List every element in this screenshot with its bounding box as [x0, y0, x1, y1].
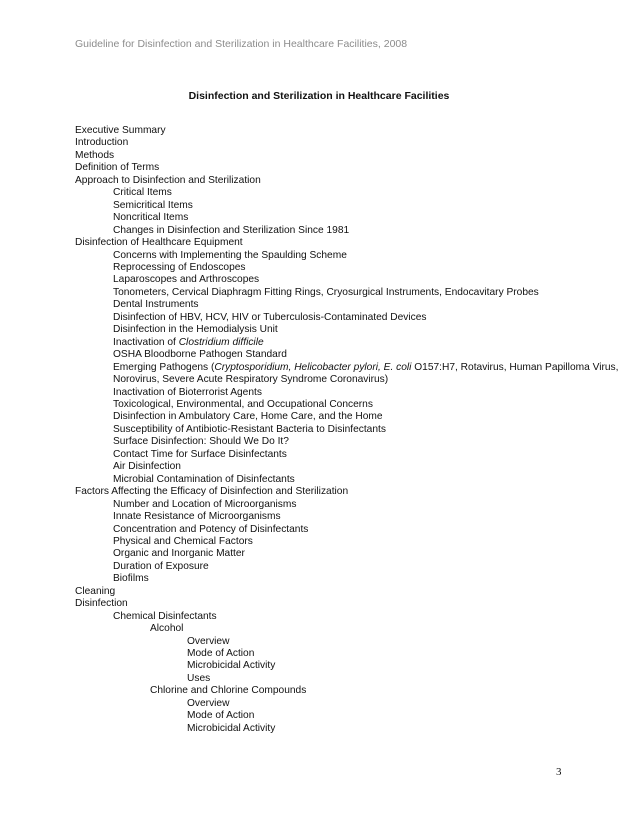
- toc-entry: [75, 474, 620, 486]
- toc-entry: [75, 536, 620, 548]
- toc-entry-text: Emerging Pathogens (: [113, 361, 215, 373]
- toc-entry: [75, 411, 620, 423]
- toc-entry: [75, 212, 620, 224]
- toc-entry-text: Concerns with Implementing the Spaulding Scheme: [113, 249, 347, 261]
- toc-entry-text: Noncritical Items: [113, 212, 189, 224]
- toc-entry-text: Inactivation of Bioterrorist Agents: [113, 386, 262, 398]
- toc-entry-text: Disinfection of HBV, HCV, HIV or Tuberculosis-Contaminated Devices: [113, 311, 427, 323]
- toc-entry: [75, 449, 620, 461]
- toc-entry: [75, 362, 620, 387]
- toc-entry-text: Innate Resistance of Microorganisms: [113, 511, 281, 523]
- toc-entry-text: Duration of Exposure: [113, 560, 209, 572]
- toc-entry-text: Cleaning: [75, 585, 116, 597]
- toc-entry: [75, 299, 620, 311]
- toc-entry: [75, 461, 620, 473]
- toc-entry: [75, 723, 620, 735]
- toc-entry: [75, 137, 620, 149]
- toc-entry: [75, 660, 620, 672]
- toc-entry: [75, 312, 620, 324]
- toc-entry: [75, 710, 620, 722]
- toc-entry-text: Factors Affecting the Efficacy of Disinfection and Sterilization: [75, 486, 349, 498]
- toc-entry-text: Disinfection in Ambulatory Care, Home Care, and the Home: [113, 411, 383, 423]
- toc-entry-text: Laparoscopes and Arthroscopes: [113, 274, 260, 286]
- toc-entry: [75, 548, 620, 560]
- toc-entry-text: Biofilms: [113, 573, 149, 585]
- toc-entry-text: Chlorine and Chlorine Compounds: [150, 685, 307, 697]
- toc-entry: [75, 387, 620, 399]
- toc-entry-text: Dental Instruments: [113, 299, 199, 311]
- toc-entry: [75, 685, 620, 697]
- toc-entry-text: Mode of Action: [187, 648, 255, 660]
- toc-entry-text: Number and Location of Microorganisms: [113, 498, 297, 510]
- toc-entry: [75, 673, 620, 685]
- toc-entry-text: Surface Disinfection: Should We Do It?: [113, 436, 289, 448]
- table-of-contents: [75, 125, 620, 735]
- toc-entry-text: Microbial Contamination of Disinfectants: [113, 473, 295, 485]
- running-header: Guideline for Disinfection and Sterilization in Healthcare Facilities, 2008: [75, 38, 408, 50]
- toc-entry-text: Semicritical Items: [113, 199, 193, 211]
- toc-entry-text: Definition of Terms: [75, 162, 160, 174]
- toc-entry: [75, 586, 620, 598]
- toc-entry-italic-text: Cryptosporidium, Helicobacter pylori, E. coli: [214, 361, 412, 373]
- toc-entry: [75, 499, 620, 511]
- toc-entry: [75, 225, 620, 237]
- toc-entry: [75, 561, 620, 573]
- toc-entry: [75, 237, 620, 249]
- toc-entry: [75, 399, 620, 411]
- toc-entry-text: Organic and Inorganic Matter: [113, 548, 245, 560]
- toc-entry: [75, 573, 620, 585]
- toc-entry: [75, 524, 620, 536]
- toc-entry: [75, 486, 620, 498]
- toc-entry: [75, 337, 620, 349]
- toc-entry-text: Concentration and Potency of Disinfectants: [113, 523, 309, 535]
- toc-entry: [75, 274, 620, 286]
- toc-entry-text: OSHA Bloodborne Pathogen Standard: [113, 349, 287, 361]
- toc-entry: [75, 187, 620, 199]
- toc-entry: [75, 698, 620, 710]
- toc-entry-text: Disinfection: [75, 598, 128, 610]
- toc-entry: [75, 262, 620, 274]
- toc-entry: [75, 623, 620, 635]
- toc-entry-text: Reprocessing of Endoscopes: [113, 261, 246, 273]
- toc-entry-text: Tonometers, Cervical Diaphragm Fitting Rings, Cryosurgical Instruments, Endocavitary Probes: [113, 286, 539, 298]
- toc-entry: [75, 598, 620, 610]
- toc-entry: [75, 162, 620, 174]
- toc-entry: [75, 511, 620, 523]
- toc-entry: [75, 125, 620, 137]
- toc-entry-text: Overview: [187, 697, 230, 709]
- toc-entry-text: Methods: [75, 149, 115, 161]
- toc-entry: [75, 648, 620, 660]
- toc-entry: [75, 636, 620, 648]
- toc-entry-text: Overview: [187, 635, 230, 647]
- toc-entry-text: Introduction: [75, 137, 129, 149]
- toc-entry: [75, 436, 620, 448]
- toc-entry-text: Changes in Disinfection and Sterilization Since 1981: [113, 224, 350, 236]
- toc-entry-text: Air Disinfection: [113, 461, 181, 473]
- toc-entry: [75, 287, 620, 299]
- toc-entry-text: Contact Time for Surface Disinfectants: [113, 448, 287, 460]
- toc-entry-italic-text: Clostridium difficile: [178, 336, 264, 348]
- toc-entry: [75, 150, 620, 162]
- toc-entry: [75, 175, 620, 187]
- page-number: 3: [556, 766, 562, 778]
- toc-entry-text: Disinfection of Healthcare Equipment: [75, 237, 243, 249]
- toc-entry-text: Microbicidal Activity: [187, 722, 276, 734]
- toc-entry-text: Executive Summary: [75, 125, 166, 136]
- toc-entry-text: Toxicological, Environmental, and Occupational Concerns: [113, 398, 373, 410]
- toc-entry: [75, 200, 620, 212]
- toc-entry-text: Approach to Disinfection and Sterilization: [75, 174, 261, 186]
- toc-entry: [75, 324, 620, 336]
- toc-entry-text: Physical and Chemical Factors: [113, 535, 253, 547]
- toc-entry-text: Disinfection in the Hemodialysis Unit: [113, 324, 278, 336]
- toc-entry-text: Mode of Action: [187, 710, 255, 722]
- toc-entry-text: Chemical Disinfectants: [113, 610, 217, 622]
- document-title: Disinfection and Sterilization in Healthcare Facilities: [188, 90, 450, 102]
- toc-entry-text: Susceptibility of Antibiotic-Resistant Bacteria to Disinfectants: [113, 423, 386, 435]
- toc-entry: [75, 250, 620, 262]
- toc-entry: [75, 349, 620, 361]
- toc-entry-text: O157:H7, Rotavirus, Human Papilloma Virus, Norovirus, Severe Acute Respiratory Syndrome Coronavirus): [113, 361, 619, 386]
- toc-entry-text: Inactivation of: [113, 336, 179, 348]
- toc-entry: [75, 424, 620, 436]
- toc-entry-text: Uses: [187, 672, 211, 684]
- toc-entry-text: Alcohol: [150, 623, 184, 635]
- toc-entry-text: Critical Items: [113, 187, 172, 199]
- toc-entry: [75, 611, 620, 623]
- toc-entry-text: Microbicidal Activity: [187, 660, 276, 672]
